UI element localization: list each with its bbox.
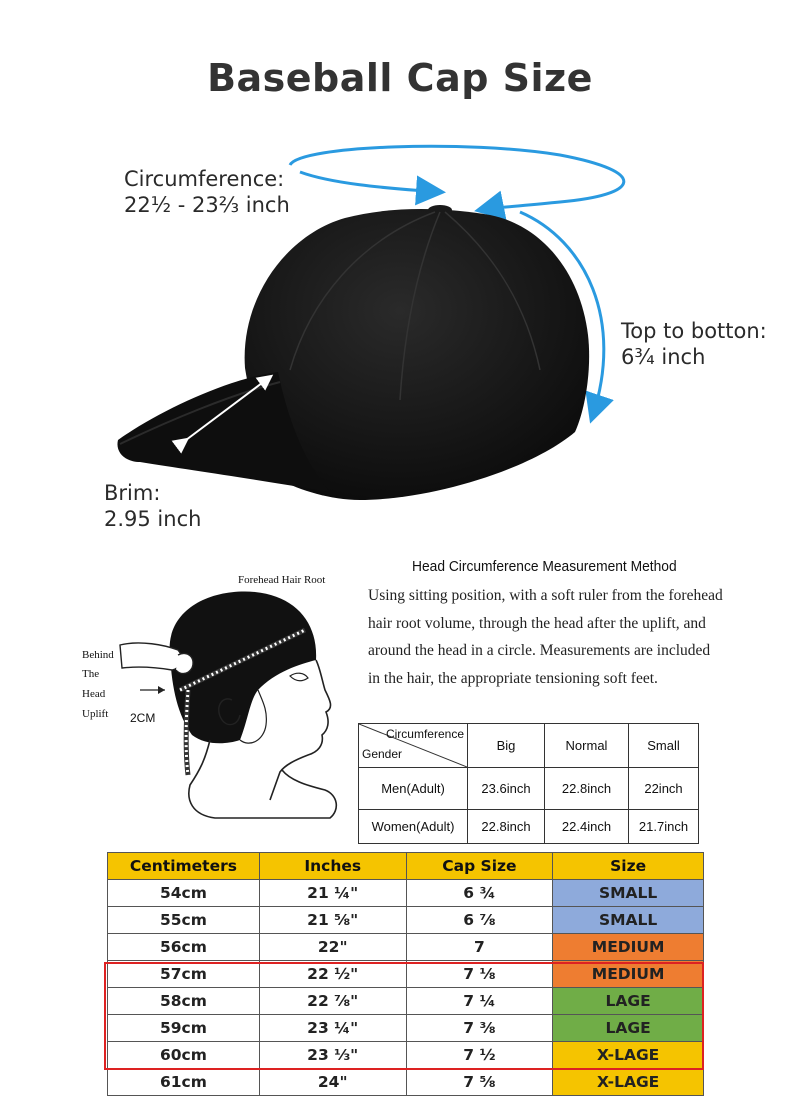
size-cell: SMALL bbox=[553, 880, 704, 907]
circumference-arrow bbox=[290, 146, 624, 210]
inches-cell: 23 ⅓" bbox=[259, 1042, 406, 1069]
inches-cell: 22 ½" bbox=[259, 961, 406, 988]
behind-label-line: Uplift bbox=[82, 708, 109, 720]
top-to-bottom-callout bbox=[621, 318, 767, 370]
cm-cell: 58cm bbox=[108, 988, 260, 1015]
method-line: Using sitting position, with a soft ruler from the forehead bbox=[368, 587, 723, 604]
behind-label-line: Head bbox=[82, 688, 106, 700]
column-header: Centimeters bbox=[108, 853, 260, 880]
value-cell: 22inch bbox=[629, 768, 699, 810]
inches-cell: 21 ¼" bbox=[259, 880, 406, 907]
column-header: Big bbox=[468, 724, 545, 768]
column-header: Inches bbox=[259, 853, 406, 880]
cm-cell: 57cm bbox=[108, 961, 260, 988]
brim-callout bbox=[104, 480, 201, 532]
cap-size-cell: 6 ¾ bbox=[406, 880, 553, 907]
cap-size-cell: 7 bbox=[406, 934, 553, 961]
corner-top-label: Circumference bbox=[385, 727, 464, 741]
behind-label-line: The bbox=[82, 668, 100, 680]
size-cell: SMALL bbox=[553, 907, 704, 934]
cm-cell: 55cm bbox=[108, 907, 260, 934]
inches-cell: 23 ¼" bbox=[259, 1015, 406, 1042]
cap-size-cell: 7 ¼ bbox=[406, 988, 553, 1015]
size-cell: LAGE bbox=[553, 988, 704, 1015]
top-to-bottom-label: Top to botton: bbox=[621, 319, 767, 343]
cm-cell: 60cm bbox=[108, 1042, 260, 1069]
forehead-label: Forehead Hair Root bbox=[238, 574, 326, 586]
cap-size-cell: 7 ⅝ bbox=[406, 1069, 553, 1096]
value-cell: 21.7inch bbox=[629, 810, 699, 844]
circumference-value: 22½ - 23⅔ inch bbox=[124, 193, 290, 217]
cap-size-cell: 6 ⅞ bbox=[406, 907, 553, 934]
brim-label: Brim: bbox=[104, 481, 161, 505]
column-header: Cap Size bbox=[406, 853, 553, 880]
table-corner-cell bbox=[359, 724, 468, 768]
method-description bbox=[368, 582, 728, 692]
table-header-row bbox=[108, 853, 704, 880]
table-row bbox=[359, 724, 699, 768]
gender-cell: Women(Adult) bbox=[359, 810, 468, 844]
method-heading: Head Circumference Measurement Method bbox=[412, 558, 677, 575]
gender-cell: Men(Adult) bbox=[359, 768, 468, 810]
top-to-bottom-value: 6¾ inch bbox=[621, 345, 706, 369]
inches-cell: 22" bbox=[259, 934, 406, 961]
size-cell: LAGE bbox=[553, 1015, 704, 1042]
behind-label-line: Behind bbox=[82, 649, 114, 661]
value-cell: 22.8inch bbox=[468, 810, 545, 844]
column-header: Size bbox=[553, 853, 704, 880]
column-header: Small bbox=[629, 724, 699, 768]
size-cell: MEDIUM bbox=[553, 934, 704, 961]
two-cm-label: 2CM bbox=[130, 711, 156, 725]
table-row bbox=[108, 907, 704, 934]
cap-size-cell: 7 ½ bbox=[406, 1042, 553, 1069]
value-cell: 23.6inch bbox=[468, 768, 545, 810]
value-cell: 22.4inch bbox=[545, 810, 629, 844]
method-line: around the head in a circle. Measurements are included bbox=[368, 642, 711, 659]
table-row bbox=[359, 810, 699, 844]
brim-value: 2.95 inch bbox=[104, 507, 202, 531]
page-title: Baseball Cap Size bbox=[207, 56, 593, 100]
highlight-box bbox=[104, 962, 704, 1070]
column-header: Normal bbox=[545, 724, 629, 768]
size-cell: X-LAGE bbox=[553, 1069, 704, 1096]
circumference-callout bbox=[124, 166, 290, 218]
table-row bbox=[359, 768, 699, 810]
table-row bbox=[108, 880, 704, 907]
table-row bbox=[108, 1069, 704, 1096]
cm-cell: 59cm bbox=[108, 1015, 260, 1042]
method-line: in the hair, the appropriate tensioning soft feet. bbox=[368, 669, 658, 687]
corner-bottom-label: Gender bbox=[362, 747, 403, 761]
inches-cell: 24" bbox=[259, 1069, 406, 1096]
head-measurement-diagram bbox=[70, 565, 340, 835]
method-line: hair root volume, through the head after the uplift, and bbox=[368, 614, 706, 632]
cm-cell: 61cm bbox=[108, 1069, 260, 1096]
cap-size-cell: 7 ⅜ bbox=[406, 1015, 553, 1042]
cm-cell: 56cm bbox=[108, 934, 260, 961]
table-row bbox=[108, 934, 704, 961]
value-cell: 22.8inch bbox=[545, 768, 629, 810]
inches-cell: 22 ⅞" bbox=[259, 988, 406, 1015]
size-cell: X-LAGE bbox=[553, 1042, 704, 1069]
circumference-label: Circumference: bbox=[124, 167, 285, 191]
size-cell: MEDIUM bbox=[553, 961, 704, 988]
inches-cell: 21 ⅝" bbox=[259, 907, 406, 934]
circumference-table bbox=[358, 723, 699, 844]
cap-size-cell: 7 ⅛ bbox=[406, 961, 553, 988]
cm-cell: 54cm bbox=[108, 880, 260, 907]
